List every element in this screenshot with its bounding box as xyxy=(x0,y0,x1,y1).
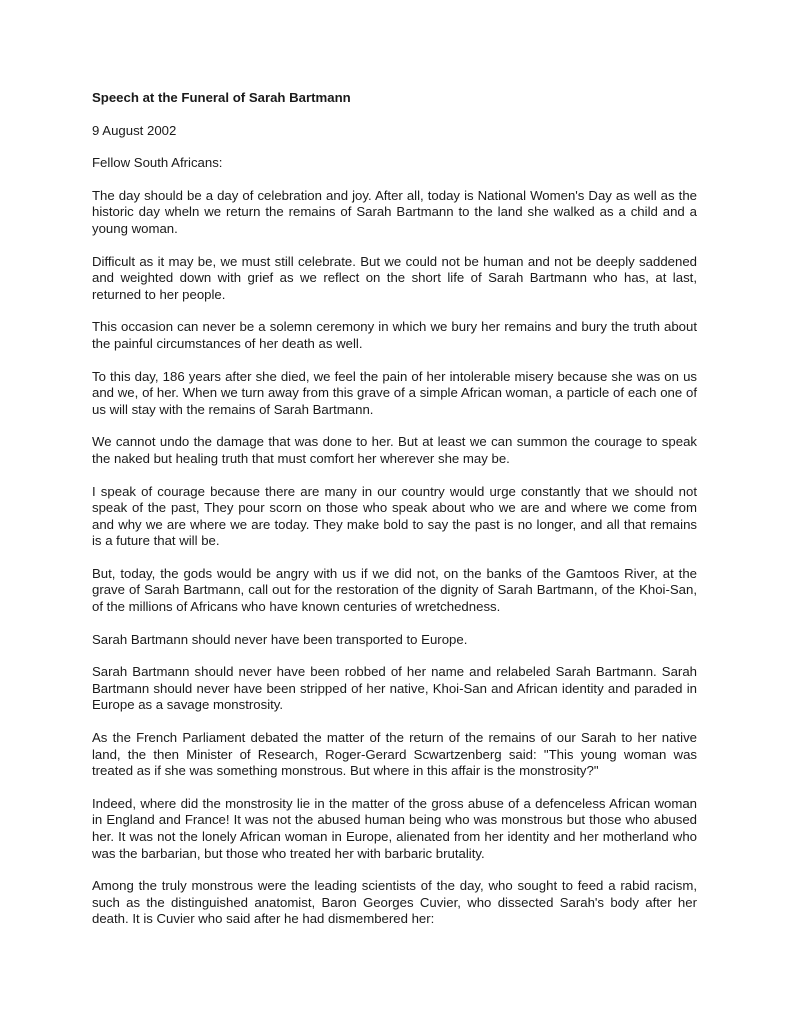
paragraph: As the French Parliament debated the matter of the return of the remains of our Sarah to her native land, the then Minister of Research, Roger-Gerard Scwartzenberg said: "This young woman was treated as if she was something monstrous. But where in this affair is the monstrosity?" xyxy=(92,730,697,779)
paragraph: Among the truly monstrous were the leading scientists of the day, who sought to feed a rabid racism, such as the distinguished anatomist, Baron Georges Cuvier, who dissected Sarah's body after her death. It is Cuvier who said after he had dismembered her: xyxy=(92,878,697,927)
paragraph: The day should be a day of celebration and joy. After all, today is National Women's Day as well as the historic day wheln we return the remains of Sarah Bartmann to the land she walked as a child and a young woman. xyxy=(92,187,697,236)
document-title: Speech at the Funeral of Sarah Bartmann xyxy=(92,90,351,105)
paragraph: This occasion can never be a solemn ceremony in which we bury her remains and bury the truth about the painful circumstances of her death as well. xyxy=(92,319,697,351)
paragraph: Indeed, where did the monstrosity lie in the matter of the gross abuse of a defenceless African woman in England and France! It was not the abused human being who was monstrous but those who abused her. It was not the lonely African woman in Europe, alienated from her identity and her motherland who was the barbarian, but those who treated her with barbaric brutality. xyxy=(92,795,697,861)
paragraph: Sarah Bartmann should never have been robbed of her name and relabeled Sarah Bartmann. Sarah Bartmann should never have been stripped of her native, Khoi-San and African identity and paraded in Europe as a savage monstrosity. xyxy=(92,664,697,713)
paragraph: But, today, the gods would be angry with us if we did not, on the banks of the Gamtoos River, at the grave of Sarah Bartmann, call out for the restoration of the dignity of Sarah Bartmann, of the Khoi-San, of the millions of Africans who have known centuries of wretchedness. xyxy=(92,565,697,615)
paragraph: To this day, 186 years after she died, we feel the pain of her intolerable misery because she was on us and we, of her. When we turn away from this grave of a simple African woman, a particle of each one of us will stay with the remains of Sarah Bartmann. xyxy=(92,368,697,417)
salutation: Fellow South Africans: xyxy=(92,155,223,171)
paragraph: Difficult as it may be, we must still celebrate. But we could not be human and not be deeply saddened and weighted down with grief as we reflect on the short life of Sarah Bartmann who has, at last, returned to her people. xyxy=(92,253,697,302)
paragraph: We cannot undo the damage that was done to her. But at least we can summon the courage to speak the naked but healing truth that must comfort her wherever she may be. xyxy=(92,434,697,466)
document-page xyxy=(92,90,697,944)
document-date: 9 August 2002 xyxy=(92,122,177,138)
paragraph: I speak of courage because there are many in our country would urge constantly that we should not speak of the past, They pour scorn on those who speak about who we are and where we come from and why we are where we are today. They make bold to say the past is no longer, and all that remains is a future that will be. xyxy=(92,483,697,549)
paragraph: Sarah Bartmann should never have been transported to Europe. xyxy=(92,631,468,647)
